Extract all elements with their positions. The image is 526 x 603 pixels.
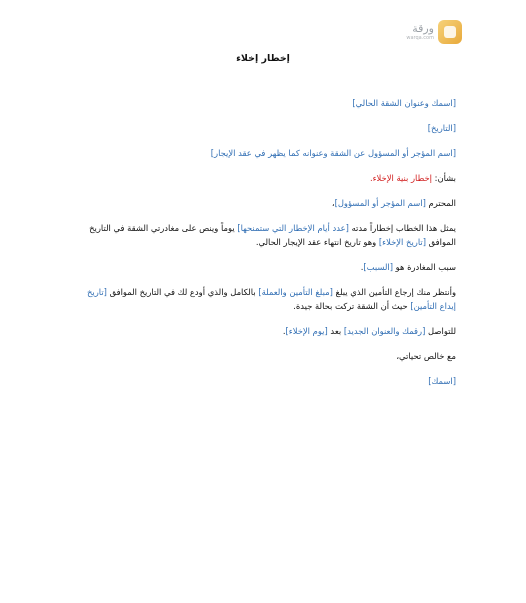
deposit-text-b: بالكامل والذي أودع لك في التاريخ الموافق	[106, 287, 259, 297]
deposit-date-placeholder: [تاريخ إيداع التأمين]	[86, 287, 456, 311]
subject-value: إخطار بنية الإخلاء.	[369, 173, 432, 183]
site-logo	[402, 20, 462, 46]
deposit-amount-placeholder: [مبلغ التأمين والعملة]	[258, 287, 333, 297]
letter-body	[76, 96, 456, 388]
logo-text: ورقة	[412, 22, 434, 35]
landlord-info: [اسم المؤجر أو المسؤول عن الشقة وعنوانه كما يظهر في عقد الإيجار]	[210, 148, 456, 158]
notice-days-placeholder: [عدد أيام الإخطار التي ستمنحها]	[237, 223, 349, 233]
subject-label: بشأن:	[432, 173, 456, 183]
contact-text-a: للتواصل	[425, 326, 456, 336]
notice-text-a: يمثل هذا الخطاب إخطاراً مدته	[348, 223, 456, 233]
notice-text-c: وهو تاريخ انتهاء عقد الإيجار الحالي.	[255, 237, 379, 247]
logo-subtext: warqa.com	[406, 35, 434, 41]
sender-name-address: [اسمك وعنوان الشقة الحالي]	[352, 98, 456, 108]
logo-icon	[438, 20, 462, 44]
subject-line	[76, 171, 456, 185]
deposit-text-a: وأنتظر منك إرجاع التأمين الذي يبلغ	[332, 287, 456, 297]
vacate-day-placeholder: [يوم الإخلاء]	[285, 326, 328, 336]
reason-placeholder: [السبب]	[363, 262, 394, 272]
document-title: إخطار إخلاء	[236, 53, 290, 64]
reason-text: سبب المغادرة هو	[393, 262, 456, 272]
contact-line	[76, 324, 456, 338]
deposit-text-c: حيث أن الشقة تركت بحالة جيدة.	[293, 301, 411, 311]
greeting-placeholder: [اسم المؤجر أو المسؤول]	[334, 198, 426, 208]
letter-date: [التاريخ]	[427, 123, 456, 133]
greeting-line	[76, 196, 456, 210]
deposit-paragraph	[76, 285, 456, 313]
notice-text-b: يوماً وينص على مغادرتي الشقة في التاريخ الموافق	[89, 223, 456, 247]
greeting-suffix: ،	[331, 198, 335, 208]
reason-line	[76, 260, 456, 274]
contact-text-b: بعد	[327, 326, 344, 336]
greeting-prefix: المحترم	[425, 198, 456, 208]
contact-text-c: .	[282, 326, 286, 336]
signature-placeholder: [اسمك]	[428, 376, 456, 386]
vacate-date-placeholder: [تاريخ الإخلاء]	[378, 237, 426, 247]
contact-info-placeholder: [رقمك والعنوان الجديد]	[343, 326, 426, 336]
reason-end: .	[360, 262, 364, 272]
notice-paragraph	[76, 221, 456, 249]
closing-line: مع خالص تحياتي،	[396, 351, 456, 361]
